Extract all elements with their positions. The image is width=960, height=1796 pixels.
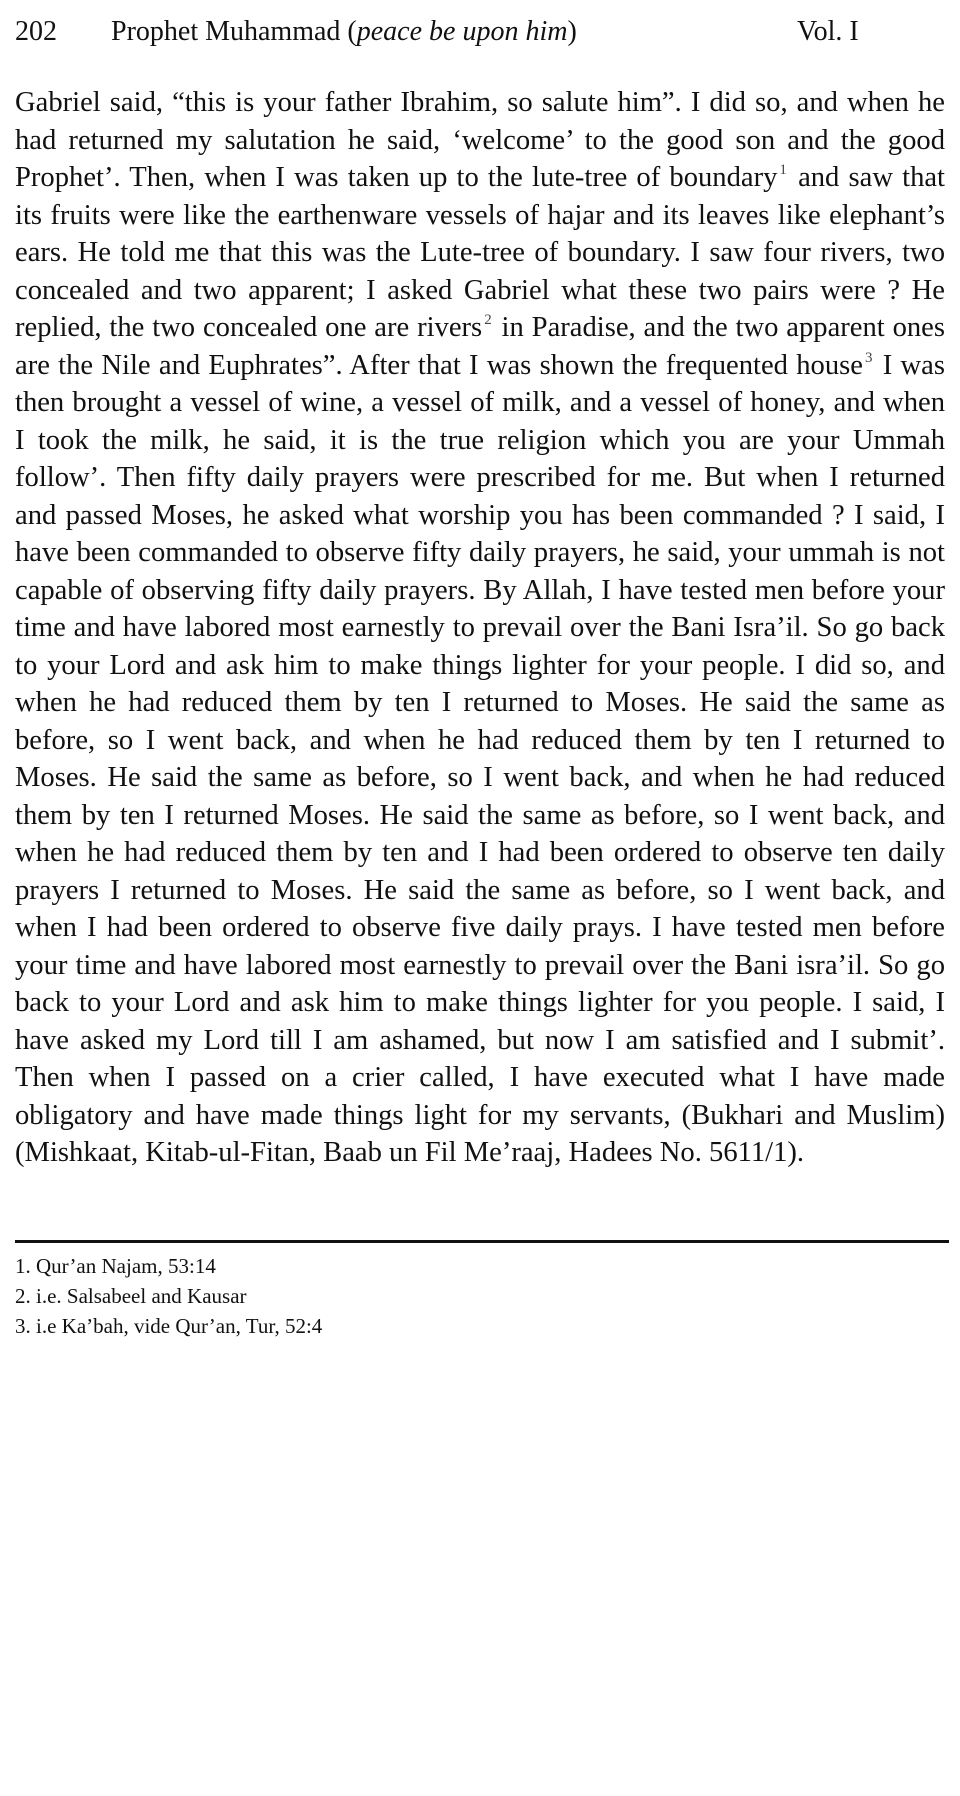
volume-label: Vol. I <box>797 16 859 47</box>
book-title-italic: peace be upon him <box>356 16 568 47</box>
body-text-segment-4: I was then brought a vessel of wine, a vessel of milk, and a vessel of honey, and when I took the milk, he said, it is the true religion which you are your Ummah follow’. Then fifty daily prayers were prescribed for me. But when I returned and passed Moses, he asked what worship you has been commanded ? I said, I have been commanded to observe fifty daily prayers, he said, your ummah is not capable of observing fifty daily prayers. By Allah, I have tested men before your time and have labored most earnestly to prevail over the Bani Isra’il. So go back to your Lord and ask him to make things lighter for your people. I did so, and when he had reduced them by ten I returned to Moses. He said the same as before, so I went back, and when he had reduced them by ten I returned to Moses. He said the same as before, so I went back, and when he had reduced them by ten I returned Moses. He said the same as before, so I went back, and when he had reduced them by ten and I had been ordered to observe ten daily prayers I returned to Moses. He said the same as before, so I went back, and when I had been ordered to observe five daily prays. I have tested men before your time and have labored most earnestly to prevail over the Bani isra’il. So go back to your Lord and ask him to make things lighter for you people. I said, I have asked my Lord till I am ashamed, but now I am satisfied and I submit’. Then when I passed on a crier called, I have executed what I have made obligatory and have made things light for my servants, (Bukhari and Muslim) (Mishkaat, Kitab-ul-Fitan, Baab un Fil Me’raaj, Hadees No. 5611/1). <box>15 349 946 1168</box>
footnote-1: 1. Qur’an Najam, 53:14 <box>15 1254 216 1278</box>
footnote-ref-2: 2 <box>484 312 492 328</box>
book-title-main: Prophet Muhammad ( <box>111 16 357 47</box>
footnote-2: 2. i.e. Salsabeel and Kausar <box>15 1284 247 1308</box>
body-text-segment-1: Gabriel said, “this is your father Ibrahim, so salute him”. I did so, and when he had returned my salutation he said, ‘welcome’ to the good son and the good Prophet’. Then, when I was taken up to the lute-tree of boundary <box>15 87 945 193</box>
body-paragraph <box>15 84 945 1172</box>
footnote-ref-1: 1 <box>779 162 787 178</box>
page-number: 202 <box>15 16 57 47</box>
footnote-ref-3: 3 <box>864 349 873 366</box>
running-header <box>15 12 945 52</box>
footnote-divider <box>15 1240 949 1243</box>
book-title <box>111 12 577 52</box>
footnotes-list <box>15 1251 322 1341</box>
body-text-segment-3: in Paradise, and the two apparent ones are the Nile and Euphrates”. After that I was shown the frequented house <box>15 312 945 381</box>
footnote-3: 3. i.e Ka’bah, vide Qur’an, Tur, 52:4 <box>15 1314 323 1338</box>
book-title-close: ) <box>567 16 577 47</box>
body-text-segment-2: and saw that its fruits were like the earthenware vessels of hajar and its leaves like elephant’s ears. He told me that this was the Lute-tree of boundary. I saw four rivers, two concealed and two apparent; I asked Gabriel what these two pairs were ? He replied, the two concealed one are rivers <box>15 162 946 343</box>
